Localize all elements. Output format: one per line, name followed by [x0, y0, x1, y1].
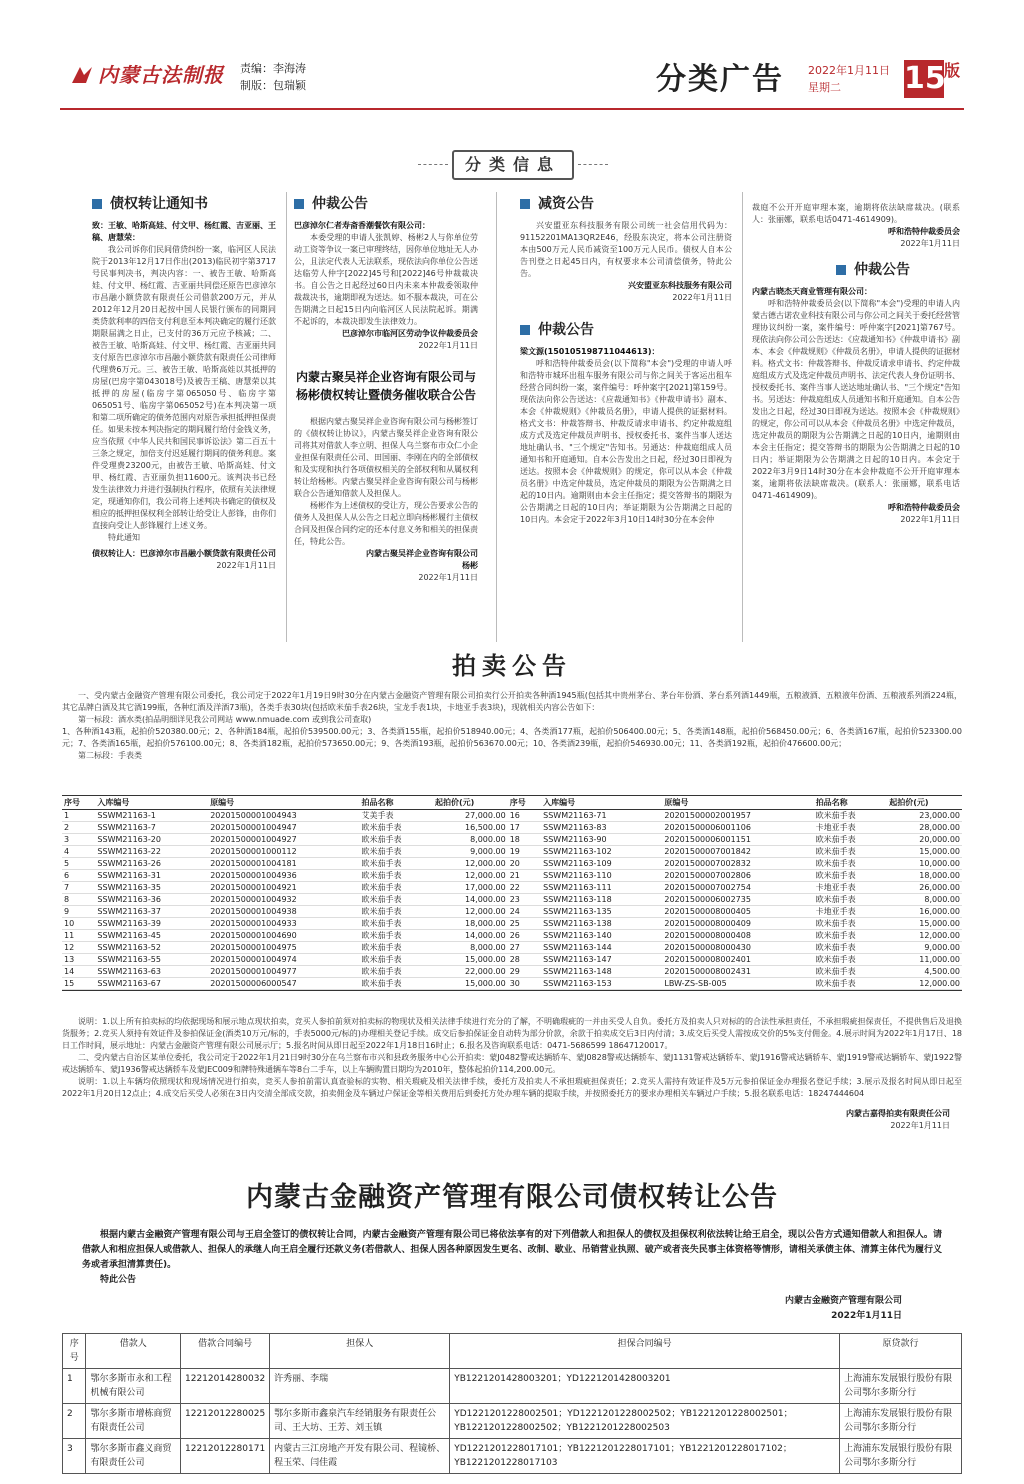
table-cell: 内蒙古三江房地产开发有限公司、程镜桥、程玉荣、闫佳霞: [270, 1439, 450, 1474]
table-cell: 20201500007002754: [662, 882, 813, 894]
header-divider: [60, 108, 964, 110]
table-cell: 16,000.00: [887, 906, 962, 918]
table-cell: SSWM21163-135: [541, 906, 662, 918]
table-cell: 12212012280171: [181, 1439, 270, 1474]
table-cell: 12212012280025: [181, 1404, 270, 1439]
notice-signer: 巴彦淖尔市临河区劳动争议仲裁委员会: [342, 329, 478, 338]
joint-notice-title: 内蒙古聚吴祥企业咨询有限公司与杨彬债权转让暨债务催收联合公告: [295, 370, 476, 402]
notice-title: 仲裁公告: [294, 198, 478, 210]
table-cell: 12,000.00: [887, 978, 962, 990]
table-cell: 欧米茄手表: [359, 858, 433, 870]
table-cell: 12,000.00: [887, 930, 962, 942]
table-cell: 欧米茄手表: [359, 894, 433, 906]
page-suffix: 版: [944, 61, 961, 80]
table-cell: SSWM21163-83: [541, 822, 662, 834]
table-cell: 欧米茄手表: [359, 918, 433, 930]
table-header: [62, 796, 962, 810]
table-cell: 5: [62, 858, 95, 870]
table-cell: 20201500008002401: [662, 954, 813, 966]
table-cell: 欧米茄手表: [814, 846, 888, 858]
table-cell: 20201500001004974: [208, 954, 359, 966]
watch-lot-table: [62, 796, 962, 990]
auction-notes-1: 说明：1.以上所有拍卖标的均依据现场和展示地点现状拍卖，竞买人参拍前须对拍卖标的物现状及相关法律手续进行充分的了解，不明确瑕疵的一并由买受人自负。委托方及拍卖人只对标的的合法性承担责任，不承担瑕疵担保责任，不提供售后及退换货服务；2.竞买人须持有效证件及参拍保证金(酒类10万元/标的，手表5000元/标的)办理相关登记手续。成交后参拍保证金自动转为部分价款，余款于拍卖成交后3日内付清；3.成交后买受人需按成交价的5%支付佣金。4.展示时间为2022年1月17日、18日工作时间，展示地址：内蒙古金融资产管理有限公司展示厅；5.报名时间从即日起至2022年1月18日16时止；6.报名及咨询联系电话：0471-5686599 18647120017。: [62, 1017, 962, 1050]
notice-date: 2022年1月11日: [216, 561, 276, 570]
table-cell: SSWM21163-1: [95, 810, 208, 822]
table-cell: SSWM21163-71: [541, 810, 662, 822]
newspaper-logo: [70, 62, 224, 89]
table-cell: 欧米茄手表: [359, 930, 433, 942]
table-cell: SSWM21163-55: [95, 954, 208, 966]
table-cell: SSWM21163-36: [95, 894, 208, 906]
column-header: 序号: [63, 1334, 86, 1369]
table-cell: 14,000.00: [433, 894, 508, 906]
table-cell: SSWM21163-102: [541, 846, 662, 858]
table-row: [62, 894, 962, 906]
table-cell: 15,000.00: [433, 954, 508, 966]
column-header: 原编号: [208, 796, 359, 810]
table-cell: 欧米茄手表: [359, 906, 433, 918]
table-row: [62, 834, 962, 846]
table-row: [62, 822, 962, 834]
table-cell: 欧米茄手表: [359, 966, 433, 978]
table-row: [62, 918, 962, 930]
table-cell: 18,000.00: [887, 870, 962, 882]
table-cell: 艾美手表: [359, 810, 433, 822]
finance-body: 根据内蒙古金融资产管理有限公司与王启全签订的债权转让合同，内蒙古金融资产管理有限公司已将依法享有的对下列借款人和担保人的债权及担保权利依法转让给王启全，现以公告方式通知借款人和担保人。请借款人和相应担保人或借款人、担保人的承继人向王启全履行还款义务(若借款人、担保人因各种原因发生更名、改制、歇业、吊销营业执照、破产或者丧失民事主体资格等情形，请相关承债主体、清算主体代为履行义务或者承担清算责任)。: [82, 1230, 942, 1271]
table-cell: 20201500001004927: [208, 834, 359, 846]
auction-para-4: 第二标段：手表类: [78, 751, 142, 761]
joint-notice-body: 根据内蒙古聚吴祥企业咨询有限公司与杨彬签订的《债权转让协议》，内蒙古聚吴祥企业咨询有限公司将其对借款人李立明、担保人乌兰察布市众仁小企业担保有限责任公司、田国丽、李刚在内的全部债权和及实现和执行各项债权相关的全部权利和从属权利转让给杨彬。内蒙古聚吴祥企业咨询有限公司与杨彬联合公告通知借款人及担保人。: [294, 417, 478, 498]
table-row: [62, 954, 962, 966]
table-cell: SSWM21163-90: [541, 834, 662, 846]
table-cell: 20201500001004938: [208, 906, 359, 918]
table-cell: LBW-ZS-SB-005: [662, 978, 813, 990]
notice-closing: 特此通知: [108, 533, 140, 542]
weekday-text: 星期二: [808, 81, 841, 94]
table-cell: 欧米茄手表: [814, 834, 888, 846]
table-cell: 欧米茄手表: [814, 918, 888, 930]
table-cell: 8,000.00: [887, 894, 962, 906]
table-cell: 欧米茄手表: [359, 870, 433, 882]
column-arbitration-notice: [294, 196, 478, 584]
table-cell: 上海浦东发展银行股份有限公司鄂尔多斯分行: [840, 1439, 962, 1474]
table-cell: 欧米茄手表: [814, 954, 888, 966]
column-header: 起拍价(元): [433, 796, 508, 810]
table-cell: 20201500007002832: [662, 858, 813, 870]
table-cell: 19: [508, 846, 541, 858]
table-cell: SSWM21163-31: [95, 870, 208, 882]
auction-signer: 内蒙古嘉得拍卖有限责任公司: [846, 1109, 950, 1118]
table-cell: 20201500001004932: [208, 894, 359, 906]
table-row: [62, 978, 962, 990]
table-cell: 15: [62, 978, 95, 990]
table-cell: SSWM21163-118: [541, 894, 662, 906]
table-cell: 卡地亚手表: [814, 822, 888, 834]
table-cell: 10,000.00: [887, 858, 962, 870]
table-cell: 鄂尔多斯市增栋商贸有限责任公司: [86, 1404, 181, 1439]
table-cell: 20201500001004947: [208, 822, 359, 834]
table-cell: 欧米茄手表: [814, 930, 888, 942]
table-cell: 27,000.00: [433, 810, 508, 822]
table-cell: 8: [62, 894, 95, 906]
table-cell: 2: [62, 822, 95, 834]
auction-notice: [62, 650, 962, 762]
table-cell: 鄂尔多斯市永和工程机械有限公司: [86, 1369, 181, 1404]
notice-title: 债权转让通知书: [92, 198, 276, 210]
notice-addressee: 内蒙古晓杰天商业管理有限公司：: [752, 287, 872, 296]
table-cell: 18: [508, 834, 541, 846]
table-cell: 17: [508, 822, 541, 834]
table-cell: SSWM21163-153: [541, 978, 662, 990]
table-cell: 20201500006002735: [662, 894, 813, 906]
finance-closing: 特此公告: [100, 1275, 137, 1286]
column-header: 拍品名称: [814, 796, 888, 810]
notice-body-2: 呼和浩特仲裁委员会(以下简称"本会")受理的申请人呼和浩特市城环出租车服务有限公司与你之间关于客运出租车经营合同纠纷一案，案件编号：呼仲案字[2021]第159号。现依法向你公告送达：《应裁通知书》《仲裁申请书》副本、本会《仲裁规则》《仲裁员名册》，申请人提供的证据材料。格式文书：仲裁答辩书、仲裁反请求申请书、约定仲裁庭组成方式及选定仲裁员声明书、授权委托书、案件当事人送达地址确认书、"三个规定"告知书。另通达：仲裁庭组成人员通知书和开庭通知。自本公告发出之日起，经过30日即视为送达。按照本会《仲裁规则》的规定，你可以从本会《仲裁员名册》中选定仲裁员，选定仲裁员的期限为公告期满之日起的10日内。逾期则由本会主任指定；提交答辩书的期限为公告期满之日起的10日内；举证期限为公告期满之日起的10日内。本会定于2022年3月10日14时30分在本会仲: [520, 359, 732, 524]
joint-notice-body-2: 杨彬作为上述债权的受让方，现公告要求公告的债务人及担保人从公告之日起立即向杨彬履行主债权合同及担保合同约定的还本付息义务和相关的担保责任，特此公告。: [294, 501, 478, 546]
table-cell: 欧米茄手表: [359, 942, 433, 954]
table-row: [62, 858, 962, 870]
notice-signer-2: 呼和浩特仲裁委员会: [888, 503, 960, 512]
table-row: [62, 882, 962, 894]
notice-date-2: 2022年1月11日: [900, 515, 960, 524]
notice-date: 2022年1月11日: [418, 341, 478, 350]
column-header: 担保合同编号: [450, 1334, 840, 1369]
table-body: [63, 1369, 962, 1474]
table-cell: 28,000.00: [887, 822, 962, 834]
table-cell: 12212014280032: [181, 1369, 270, 1404]
table-row: [62, 942, 962, 954]
table-cell: SSWM21163-109: [541, 858, 662, 870]
table-cell: 20201500001004977: [208, 966, 359, 978]
table-cell: 1: [63, 1369, 86, 1404]
auction-para-3: 1、各种酒143瓶，起拍价520380.00元；2、各种酒184瓶，起拍价539500.00元；3、各类酒155瓶，起拍价518940.00元；4、各类酒177瓶，起拍价506400.00元；5、各类酒148瓶，起拍价568450.00元；6、各类酒167瓶，起拍价523300.00元；7、各类酒165瓶，起拍价576100.00元；8、各类酒182瓶，起拍价573650.00元；9、各类酒193瓶，起拍价563670.00元；10、各类酒239瓶，起拍价546930.00元；11、各类酒192瓶，起拍价476600.00元；: [62, 727, 962, 749]
column-header: 序号: [62, 796, 95, 810]
table-cell: 许秀丽、李瑞: [270, 1369, 450, 1404]
table-cell: SSWM21163-111: [541, 882, 662, 894]
table-cell: 4: [62, 846, 95, 858]
table-cell: 20201500002001957: [662, 810, 813, 822]
table-row: [62, 930, 962, 942]
table-cell: SSWM21163-39: [95, 918, 208, 930]
table-cell: SSWM21163-138: [541, 918, 662, 930]
table-cell: 欧米茄手表: [359, 834, 433, 846]
table-cell: 欧米茄手表: [814, 894, 888, 906]
auction-para-1: 一、受内蒙古金融资产管理有限公司委托，我公司定于2022年1月19日9时30分在内蒙古金融资产管理有限公司拍卖行公开拍卖各种酒1945瓶(包括其中贵州茅台、茅台年份酒、茅台系列酒1449瓶，五粮液酒、五粮液年份酒、五粮液系列酒224瓶，其它品牌白酒及其它酒199瓶，各种红酒及洋酒73瓶)，各类手表30块(包括欧米茄手表26块，宝龙手表1块，卡地亚手表3块)，现就相关内容公告如下：: [62, 691, 962, 713]
table-cell: 30: [508, 978, 541, 990]
table-cell: 欧米茄手表: [814, 978, 888, 990]
section-title: 分类广告: [656, 62, 784, 97]
continued-body: 裁庭不公开开庭审理本案，逾期将依法缺席裁决。(联系人：张丽娜，联系电话0471-4614909)。: [752, 203, 960, 224]
table-cell: 20201500008000430: [662, 942, 813, 954]
table-header: [63, 1334, 962, 1369]
table-row: [62, 870, 962, 882]
table-cell: 20,000.00: [887, 834, 962, 846]
table-cell: 20201500008000409: [662, 918, 813, 930]
finance-table: [62, 1333, 962, 1474]
table-cell: 20201500007002806: [662, 870, 813, 882]
table-cell: SSWM21163-144: [541, 942, 662, 954]
column-arbitration-notice-2: [752, 202, 960, 526]
table-cell: SSWM21163-148: [541, 966, 662, 978]
table-cell: 卡地亚手表: [814, 906, 888, 918]
table-cell: 上海浦东发展银行股份有限公司鄂尔多斯分行: [840, 1404, 962, 1439]
table-cell: 欧米茄手表: [814, 942, 888, 954]
table-cell: 15,000.00: [887, 846, 962, 858]
notice-signer: 兴安盟亚东科技服务有限公司: [628, 281, 732, 290]
table-cell: 20201500001004943: [208, 810, 359, 822]
table-cell: 15,000.00: [887, 918, 962, 930]
finance-body-wrap: [82, 1228, 942, 1324]
table-cell: 11,000.00: [887, 954, 962, 966]
column-header: 担保人: [270, 1334, 450, 1369]
notice-addressee: 梁文源(150105198711044613)：: [520, 347, 660, 356]
table-cell: 鄂尔多斯市鑫义商贸有限责任公司: [86, 1439, 181, 1474]
column-header: 原贷款行: [840, 1334, 962, 1369]
table-cell: 12,000.00: [433, 870, 508, 882]
notice-body: 兴安盟亚东科技服务有限公司统一社会信用代码为：91152201MA13QR2E46，经股东决定，将本公司注册资本由500万元人民币减资至100万元人民币。债权人自本公告刊登之日起45日内，有权要求本公司清偿债务，特此公告。: [520, 221, 732, 278]
table-cell: SSWM21163-67: [95, 978, 208, 990]
table-cell: 8,000.00: [433, 834, 508, 846]
table-cell: 23: [508, 894, 541, 906]
column-header: 序号: [508, 796, 541, 810]
column-capital-reduction: [520, 196, 732, 526]
paper-name: 内蒙古法制报: [98, 63, 224, 87]
joint-notice-signer: 内蒙古聚吴祥企业咨询有限公司: [366, 549, 478, 558]
table-cell: 10: [62, 918, 95, 930]
table-cell: 20201500001004936: [208, 870, 359, 882]
auction-para-5: 二、受内蒙古自治区某单位委托，我公司定于2022年1月21日9时30分在乌兰察布市兴和县政务服务中心公开拍卖：蒙J0482警戒达辆轿车、蒙J0828警戒达辆轿车、蒙J1131警戒达辆轿车、蒙J1916警戒达辆轿车、蒙J1919警戒达辆轿车、蒙J1922警戒达辆轿车、蒙J1936警戒达辆轿车及蒙JEC009和牌特殊通辆车等8台二手车，以上车辆购置日期均为2010年，整体起拍价114,200.00元。: [62, 1053, 962, 1074]
auction-intro: [62, 690, 962, 762]
table-cell: SSWM21163-35: [95, 882, 208, 894]
table-cell: 12: [62, 942, 95, 954]
table-cell: 20201500008002431: [662, 966, 813, 978]
editor-name: 责编：李海涛: [240, 62, 306, 75]
table-row: [62, 810, 962, 822]
column-header: 入库编号: [541, 796, 662, 810]
table-row: [63, 1369, 962, 1404]
table-cell: 欧米茄手表: [359, 954, 433, 966]
table-cell: SSWM21163-110: [541, 870, 662, 882]
table-cell: 11: [62, 930, 95, 942]
table-cell: 20201500006001106: [662, 822, 813, 834]
table-cell: SSWM21163-52: [95, 942, 208, 954]
notice-date: 2022年1月11日: [900, 239, 960, 248]
table-cell: 欧米茄手表: [814, 858, 888, 870]
table-cell: SSWM21163-147: [541, 954, 662, 966]
finance-date: 2022年1月11日: [831, 1311, 902, 1322]
editor-credits: [240, 60, 306, 94]
auction-para-2: 第一标段：酒水类(拍品明细详见我公司网站 www.nmuade.com 或到我公司查取): [78, 715, 372, 725]
table-cell: 22,000.00: [433, 966, 508, 978]
column-header: 入库编号: [95, 796, 208, 810]
auction-title: 拍卖公告: [452, 652, 572, 680]
table-cell: 18,000.00: [433, 918, 508, 930]
table-row: [62, 906, 962, 918]
table-cell: 9: [62, 906, 95, 918]
table-cell: 20201500006001151: [662, 834, 813, 846]
table-body: [62, 810, 962, 990]
notice-title: 减资公告: [520, 198, 732, 210]
table-cell: 17,000.00: [433, 882, 508, 894]
table-cell: 15,000.00: [433, 978, 508, 990]
table-cell: SSWM21163-20: [95, 834, 208, 846]
table-cell: 欧米茄手表: [359, 846, 433, 858]
table-cell: 12,000.00: [433, 906, 508, 918]
table-cell: 14,000.00: [433, 930, 508, 942]
table-cell: 9,000.00: [433, 846, 508, 858]
table-cell: 3: [63, 1439, 86, 1474]
table-cell: 6: [62, 870, 95, 882]
table-cell: 27: [508, 942, 541, 954]
table-cell: SSWM21163-22: [95, 846, 208, 858]
column-header: 起拍价(元): [887, 796, 962, 810]
notice-addressee: 巴彦淖尔仁者寿斋香潮餐饮有限公司：: [294, 221, 430, 230]
table-cell: YB1221201428003201；YD1221201428003201: [450, 1369, 840, 1404]
table-cell: 13: [62, 954, 95, 966]
table-cell: 3: [62, 834, 95, 846]
layout-name: 制版：包瑞颖: [240, 79, 306, 92]
table-row: [62, 966, 962, 978]
column-header: 借款合同编号: [181, 1334, 270, 1369]
table-cell: 14: [62, 966, 95, 978]
table-cell: SSWM21163-140: [541, 930, 662, 942]
table-cell: 20201500001004921: [208, 882, 359, 894]
table-cell: 9,000.00: [887, 942, 962, 954]
table-cell: 12,000.00: [433, 858, 508, 870]
date-text: 2022年1月11日: [808, 64, 890, 77]
notice-signer: 债权转让人：巴彦淖尔市昌融小额贷款有限责任公司: [92, 549, 276, 558]
column-debt-transfer-notice: [92, 196, 276, 572]
notice-signer: 呼和浩特仲裁委员会: [888, 227, 960, 236]
table-cell: SSWM21163-26: [95, 858, 208, 870]
finance-signer: 内蒙古金融资产管理有限公司: [784, 1296, 902, 1307]
joint-notice-signer-2: 杨彬: [462, 561, 478, 570]
table-cell: SSWM21163-63: [95, 966, 208, 978]
table-cell: 欧米茄手表: [814, 870, 888, 882]
table-cell: 25: [508, 918, 541, 930]
table-cell: YD1221201228017101；YB1221201228017101；YB1221201228017102；YB1221201228017103: [450, 1439, 840, 1474]
notice-body: 我公司诉你们民间借贷纠纷一案，临河区人民法院于2013年12月17日作出(2013)临民初字第3717号民事判决书，判决内容：一、被告王敏、哈斯高娃、付文甲、杨红霞、吉亚丽共同偿还原告巴彦淖尔市昌融小额贷款有限责任公司借款200万元，并从2012年12月20日起按中国人民银行颁布的同期同类贷款利率的四倍支付利息至本判决确定的履行还款期限届满之日止，已支付的36万元应予核减；二、被告王敏、哈斯高娃、付文甲、杨红霞、吉亚丽共同支付原告巴彦淖尔市昌融小额贷款有限责任公司律师代理费6万元。三、被告王敏、哈斯高娃以其抵押的房屋(巴房字第043018号)及被告王稿、唐慧荣以其抵押的房屋(临房字第065050号、临房字第065051号、临房字第065052号)在本判决第一项和第二项所确定的债务范围内对原告承担抵押担保责任。如果未按本判决指定的期间履行给付金钱义务，应当依照《中华人民共和国民事诉讼法》第二百五十三条之规定，加倍支付迟延履行期间的债务利息。案件受理费23200元，由被告王敏、哈斯高娃、付文甲、杨红霞、吉亚丽负担11600元。该判决书已经发生法律效力并进行强制执行程序，依照有关法律规定，现通知你们，我公司将上述判决书确定的债权及相应的抵押担保权利全部转让给受让人彭锋，由你们直接向受让人彭锋履行上述义务。: [92, 245, 276, 530]
table-cell: 20201500001004975: [208, 942, 359, 954]
table-cell: 20201500008000408: [662, 930, 813, 942]
notice-body: 呼和浩特仲裁委员会(以下简称"本会")受理的申请人内蒙古德古诺农业科技有限公司与你公司之间关于委托经营管理协议纠纷一案，案件编号：呼仲案字[2021]第767号。现依法向你公司公告送达：《应裁通知书》《仲裁申请书》副本、本会《仲裁规则》《仲裁员名册》，申请人提供的证据材料。格式文书：仲裁答辩书、仲裁反请求申请书、约定仲裁庭组成方式及选定仲裁员声明书、法定代表人身份证明书、授权委托书、案件当事人送达地址确认书、"三个规定"告知书。另送达：仲裁庭组成人员通知书和开庭通知。自本公告发出之日起，经过30日即视为送达。按照本会《仲裁规则》的规定，你公司可以从本会《仲裁员名册》中选定仲裁员，选定仲裁员的期限为公告期满之日起的10日内，逾期则由本会主任指定；提交答辩书的期限为公告期满之日起的10日内；举证期限为公告期满之日起的10日内。本会定于2022年3月9日14时30分在本会仲裁庭不公开开庭审理本案，逾期将依法缺席裁决。(联系人：张丽娜，联系电话0471-4614909)。: [752, 299, 960, 500]
notice-title-2: 仲裁公告: [520, 324, 732, 336]
table-row: [63, 1404, 962, 1439]
table-cell: 28: [508, 954, 541, 966]
category-banner: 分类信息: [452, 150, 574, 180]
table-cell: YD1221201228002501；YD1221201228002502；YB1221201228002501；YB1221201228002502；YB1221201228002503: [450, 1404, 840, 1439]
table-row: [62, 846, 962, 858]
table-cell: 23,000.00: [887, 810, 962, 822]
table-cell: 20201500007001842: [662, 846, 813, 858]
notice-addressee: 致：王敏、哈斯高娃、付文甲、杨红霞、吉亚丽、王稿、唐慧荣：: [92, 221, 276, 242]
column-divider: [286, 192, 287, 642]
notice-date: 2022年1月11日: [672, 293, 732, 302]
table-cell: 欧米茄手表: [814, 810, 888, 822]
page-header: [60, 60, 964, 104]
table-cell: 卡地亚手表: [814, 882, 888, 894]
table-cell: 16,500.00: [433, 822, 508, 834]
notice-body: 本委受理的申请人张凯婷、杨彬2人与你单位劳动工资等争议一案已审理终结，因你单位地址无人办公，且法定代表人无法联系，现依法向你单位公告送达临劳人仲字[2022]45号和[2022]46号仲裁裁决书。自公告之日起经过60日内未来本仲裁委领取仲裁裁决书，逾期即视为送达。如不服本裁决，可在公告期满之日起15日内向临河区人民法院起诉。期满不起诉的，本裁决即发生法律效力。: [294, 233, 478, 326]
table-cell: 20: [508, 858, 541, 870]
table-cell: 欧米茄手表: [359, 882, 433, 894]
table-cell: 1: [62, 810, 95, 822]
auction-date: 2022年1月11日: [890, 1121, 950, 1130]
finance-title: 内蒙古金融资产管理有限公司债权转让公告: [246, 1182, 778, 1213]
table-cell: 24: [508, 906, 541, 918]
table-cell: 20201500001004181: [208, 858, 359, 870]
auction-notes-2: 说明：1.以上车辆均依照现状和现场情况进行拍卖，竞买人参拍前需认真查验标的实物、相关瑕疵及相关法律手续，委托方及拍卖人不承担瑕疵担保责任；2.竞买人需持有效证件及5万元参拍保证金办理报名登记手续；3.展示及报名时间从即日起至2022年1月20日12点止；4.成交后买受人必须在3日内交清全部成交款，拍卖佣金及车辆过户保证金等相关费用后到委托方处办理车辆的提取手续，并按照委托方的要求办理相关车辆过户手续；5.报名联系电话：18247444604: [62, 1077, 962, 1098]
column-header: 原编号: [662, 796, 813, 810]
table-cell: 欧米茄手表: [814, 966, 888, 978]
table-cell: 29: [508, 966, 541, 978]
table-cell: 7: [62, 882, 95, 894]
logo-emblem-icon: [70, 65, 94, 85]
table-cell: 20201500001000112: [208, 846, 359, 858]
column-header: 借款人: [86, 1334, 181, 1369]
table-cell: 8,000.00: [433, 942, 508, 954]
table-cell: SSWM21163-45: [95, 930, 208, 942]
table-cell: 16: [508, 810, 541, 822]
table-cell: 20201500001004933: [208, 918, 359, 930]
table-cell: 20201500008000405: [662, 906, 813, 918]
page-number: 15: [904, 61, 946, 96]
table-cell: 20201500001004690: [208, 930, 359, 942]
table-cell: 21: [508, 870, 541, 882]
auction-notes: [62, 1016, 962, 1132]
table-cell: SSWM21163-37: [95, 906, 208, 918]
table-cell: SSWM21163-7: [95, 822, 208, 834]
table-cell: 欧米茄手表: [359, 822, 433, 834]
table-cell: 欧米茄手表: [359, 978, 433, 990]
table-cell: 2: [63, 1404, 86, 1439]
table-cell: 26: [508, 930, 541, 942]
table-cell: 4,500.00: [887, 966, 962, 978]
table-cell: 22: [508, 882, 541, 894]
column-divider: [742, 192, 743, 642]
auction-table: [62, 795, 962, 991]
column-header: 拍品名称: [359, 796, 433, 810]
table-cell: 上海浦东发展银行股份有限公司鄂尔多斯分行: [840, 1369, 962, 1404]
table-cell: 鄂尔多斯市鑫泉汽车经销服务有限责任公司、王大坊、王芳、刘玉镇: [270, 1404, 450, 1439]
finance-transfer-notice: [62, 1180, 962, 1324]
table-cell: 26,000.00: [887, 882, 962, 894]
joint-notice-date: 2022年1月11日: [418, 573, 478, 582]
column-divider: [496, 192, 497, 642]
table-cell: 20201500006000547: [208, 978, 359, 990]
issue-date: [808, 62, 900, 96]
table-row: [63, 1439, 962, 1474]
notice-title: 仲裁公告: [752, 264, 960, 276]
